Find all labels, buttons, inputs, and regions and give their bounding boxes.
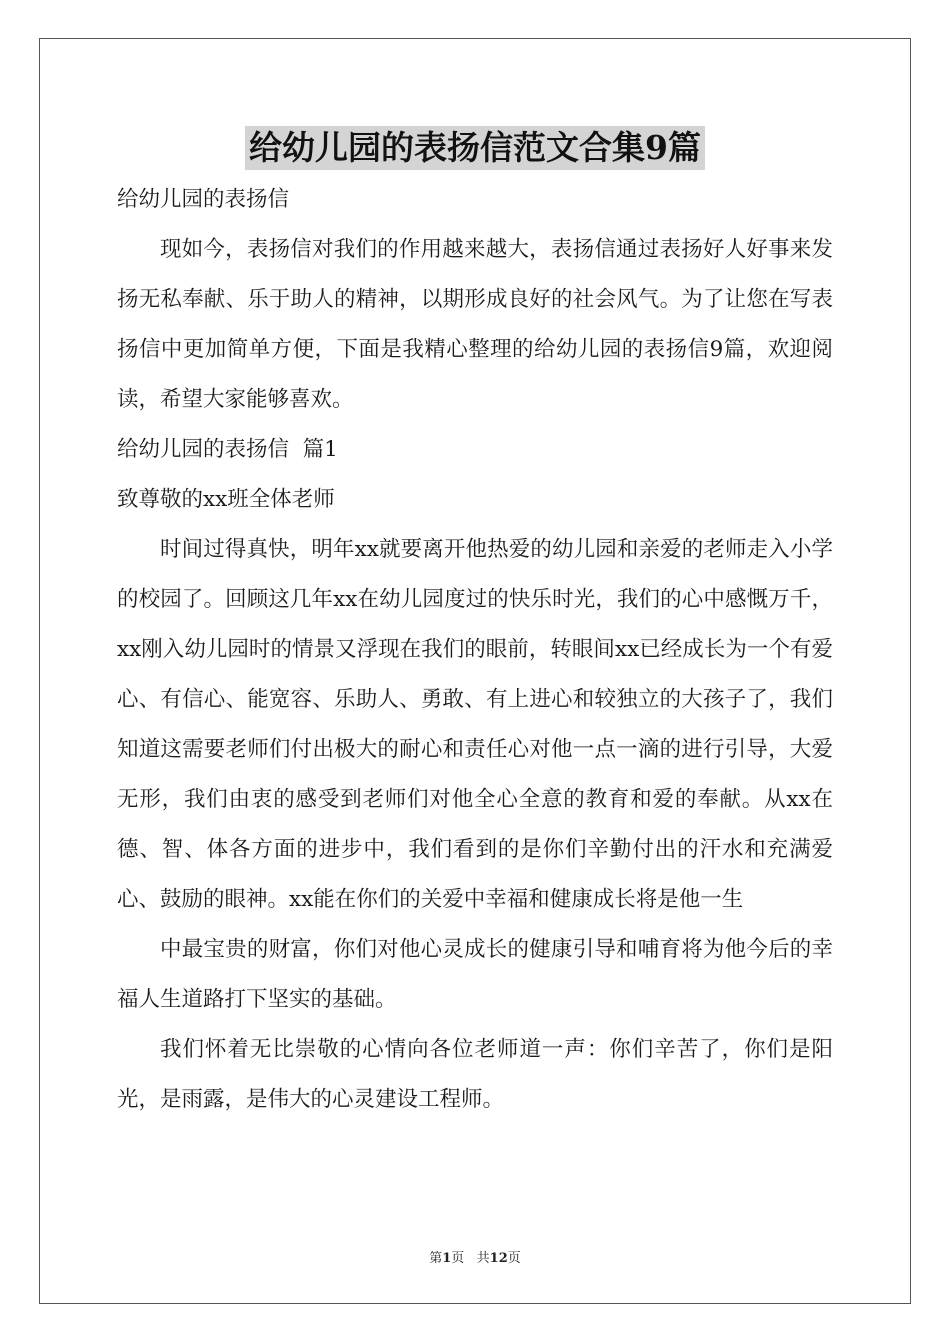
document-body	[117, 175, 833, 1125]
section-heading: 给幼儿园的表扬信 篇1	[117, 437, 338, 462]
current-page-number: 1	[442, 1251, 452, 1266]
page-footer	[0, 1247, 950, 1266]
intro-paragraph: 现如今，表扬信对我们的作用越来越大，表扬信通过表扬好人好事来发扬无私奉献、乐于助人的精神，以期形成良好的社会风气。为了让您在写表扬信中更加简单方便，下面是我精心整理的给幼儿园的表扬信9篇，欢迎阅读，希望大家能够喜欢。	[117, 237, 833, 412]
body-paragraph: 时间过得真快，明年xx就要离开他热爱的幼儿园和亲爱的老师走入小学的校园了。回顾这几年xx在幼儿园度过的快乐时光，我们的心中感慨万千，xx刚入幼儿园时的情景又浮现在我们的眼前，转眼间xx已经成长为一个有爱心、有信心、能宽容、乐助人、勇敢、有上进心和较独立的大孩子了，我们知道这需要老师们付出极大的耐心和责任心对他一点一滴的进行引导，大爱无形，我们由衷的感受到老师们对他全心全意的教育和爱的奉献。从xx在德、智、体各方面的进步中，我们看到的是你们辛勤付出的汗水和充满爱心、鼓励的眼神。xx能在你们的关爱中幸福和健康成长将是他一生	[117, 537, 833, 912]
title-container	[0, 126, 950, 170]
page-label-prefix: 第	[429, 1251, 443, 1266]
page-label-mid: 页 共	[451, 1251, 490, 1266]
salutation: 致尊敬的xx班全体老师	[117, 487, 335, 512]
page-label-suffix: 页	[507, 1251, 521, 1266]
total-pages-number: 12	[489, 1251, 508, 1266]
body-paragraph: 中最宝贵的财富，你们对他心灵成长的健康引导和哺育将为他今后的幸福人生道路打下坚实的基础。	[117, 937, 833, 1012]
document-heading: 给幼儿园的表扬信	[117, 187, 290, 212]
document-title: 给幼儿园的表扬信范文合集9篇	[245, 126, 705, 170]
body-paragraph: 我们怀着无比崇敬的心情向各位老师道一声：你们辛苦了，你们是阳光，是雨露，是伟大的心灵建设工程师。	[117, 1037, 833, 1112]
